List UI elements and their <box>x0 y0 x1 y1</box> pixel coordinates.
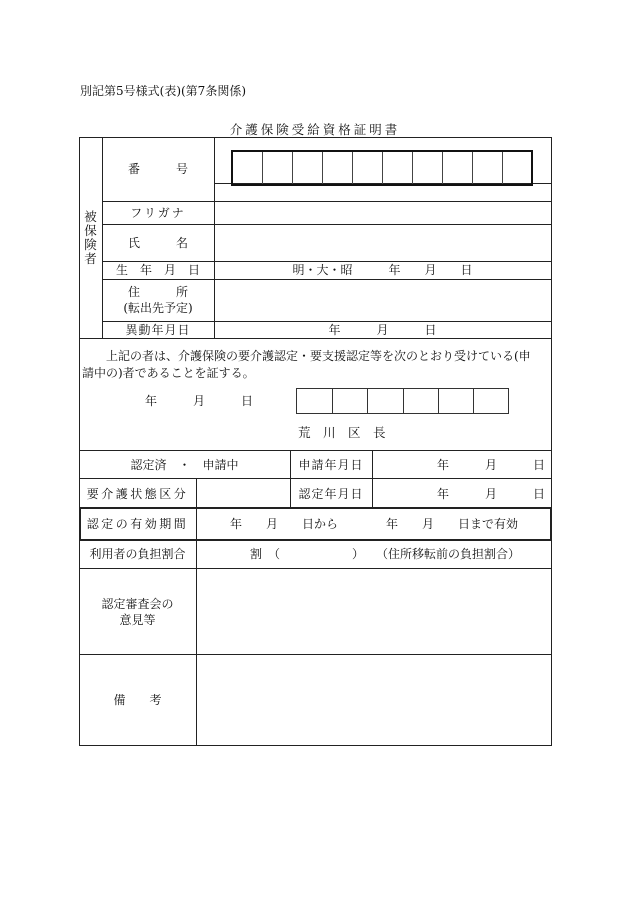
statement-line-1: 上記の者は、介護保険の要介護認定・要支援認定等を次のとおり受けている(申 <box>106 349 531 363</box>
vertical-char: 険 <box>84 237 97 252</box>
row-line-5 <box>102 321 551 322</box>
status-options[interactable]: 認定済 ・ 申請中 <box>130 458 239 472</box>
care-level-divider <box>196 478 197 508</box>
cert-date-value[interactable]: 年 月 日 <box>437 487 546 501</box>
digit-separator <box>412 152 413 184</box>
address-sublabel: (転出先予定) <box>123 301 193 315</box>
birth-date-label: 生 年 月 日 <box>115 263 200 277</box>
digit-separator <box>292 152 293 184</box>
document-title: 介護保険受給資格証明書 <box>229 122 401 137</box>
seal-box-separator <box>473 389 474 413</box>
insured-section-bottom <box>79 338 552 339</box>
remarks-label: 備 考 <box>113 693 162 707</box>
certification-date[interactable]: 年 月 日 <box>145 394 254 408</box>
seal-box-separator <box>438 389 439 413</box>
insured-section-label <box>79 210 102 266</box>
digit-separator <box>382 152 383 184</box>
committee-label-line-2: 意見等 <box>119 613 156 627</box>
vertical-char: 被 <box>84 209 97 224</box>
furigana-field[interactable] <box>215 202 551 224</box>
statement-line-2: 請中の)者であることを証する。 <box>82 366 255 380</box>
committee-label-line-1: 認定審査会の <box>101 597 174 611</box>
digit-separator <box>352 152 353 184</box>
burden-value[interactable]: 割 （ ） （住所移転前の負担割合） <box>250 547 521 561</box>
seal-box-separator <box>367 389 368 413</box>
application-date-label: 申請年月日 <box>298 458 364 472</box>
status-date-divider <box>372 450 373 508</box>
number-label: 番 号 <box>127 162 188 176</box>
furigana-label: フリガナ <box>130 206 186 220</box>
form-reference: 別記第5号様式(表)(第7条関係) <box>80 84 246 98</box>
certification-statement <box>82 348 544 382</box>
burden-label: 利用者の負担割合 <box>89 547 186 561</box>
digit-separator <box>262 152 263 184</box>
name-label: 氏 名 <box>127 236 188 250</box>
cert-date-label: 認定年月日 <box>298 487 364 501</box>
digit-separator <box>322 152 323 184</box>
seal-box-row[interactable] <box>296 388 509 414</box>
status-section-top <box>79 450 552 451</box>
issuer-name: 荒 川 区 長 <box>298 425 386 440</box>
seal-box-separator <box>332 389 333 413</box>
status-row-line-1 <box>79 478 552 479</box>
move-date-value[interactable]: 年 月 日 <box>328 323 437 337</box>
table-bottom-border <box>79 745 552 746</box>
birth-date-value[interactable]: 明・大・昭 年 月 日 <box>292 263 473 277</box>
care-level-label: 要介護状態区分 <box>86 487 189 501</box>
vertical-char: 保 <box>84 223 97 238</box>
application-date-value[interactable]: 年 月 日 <box>437 458 546 472</box>
address-label: 住 所 <box>127 285 188 299</box>
seal-box-separator <box>403 389 404 413</box>
validity-label: 認定の有効期間 <box>86 517 189 531</box>
digit-separator <box>472 152 473 184</box>
committee-opinion-field[interactable] <box>197 569 551 654</box>
name-field[interactable] <box>215 225 551 261</box>
move-date-label: 異動年月日 <box>125 323 191 337</box>
remarks-field[interactable] <box>197 655 551 745</box>
table-top-border <box>79 137 552 138</box>
address-field[interactable] <box>215 280 551 321</box>
vertical-char: 者 <box>84 251 97 266</box>
validity-value[interactable]: 年 月 日から 年 月 日まで有効 <box>229 517 518 531</box>
insured-number-field[interactable] <box>231 150 533 186</box>
row-line-3 <box>102 261 551 262</box>
digit-separator <box>442 152 443 184</box>
digit-separator <box>502 152 503 184</box>
